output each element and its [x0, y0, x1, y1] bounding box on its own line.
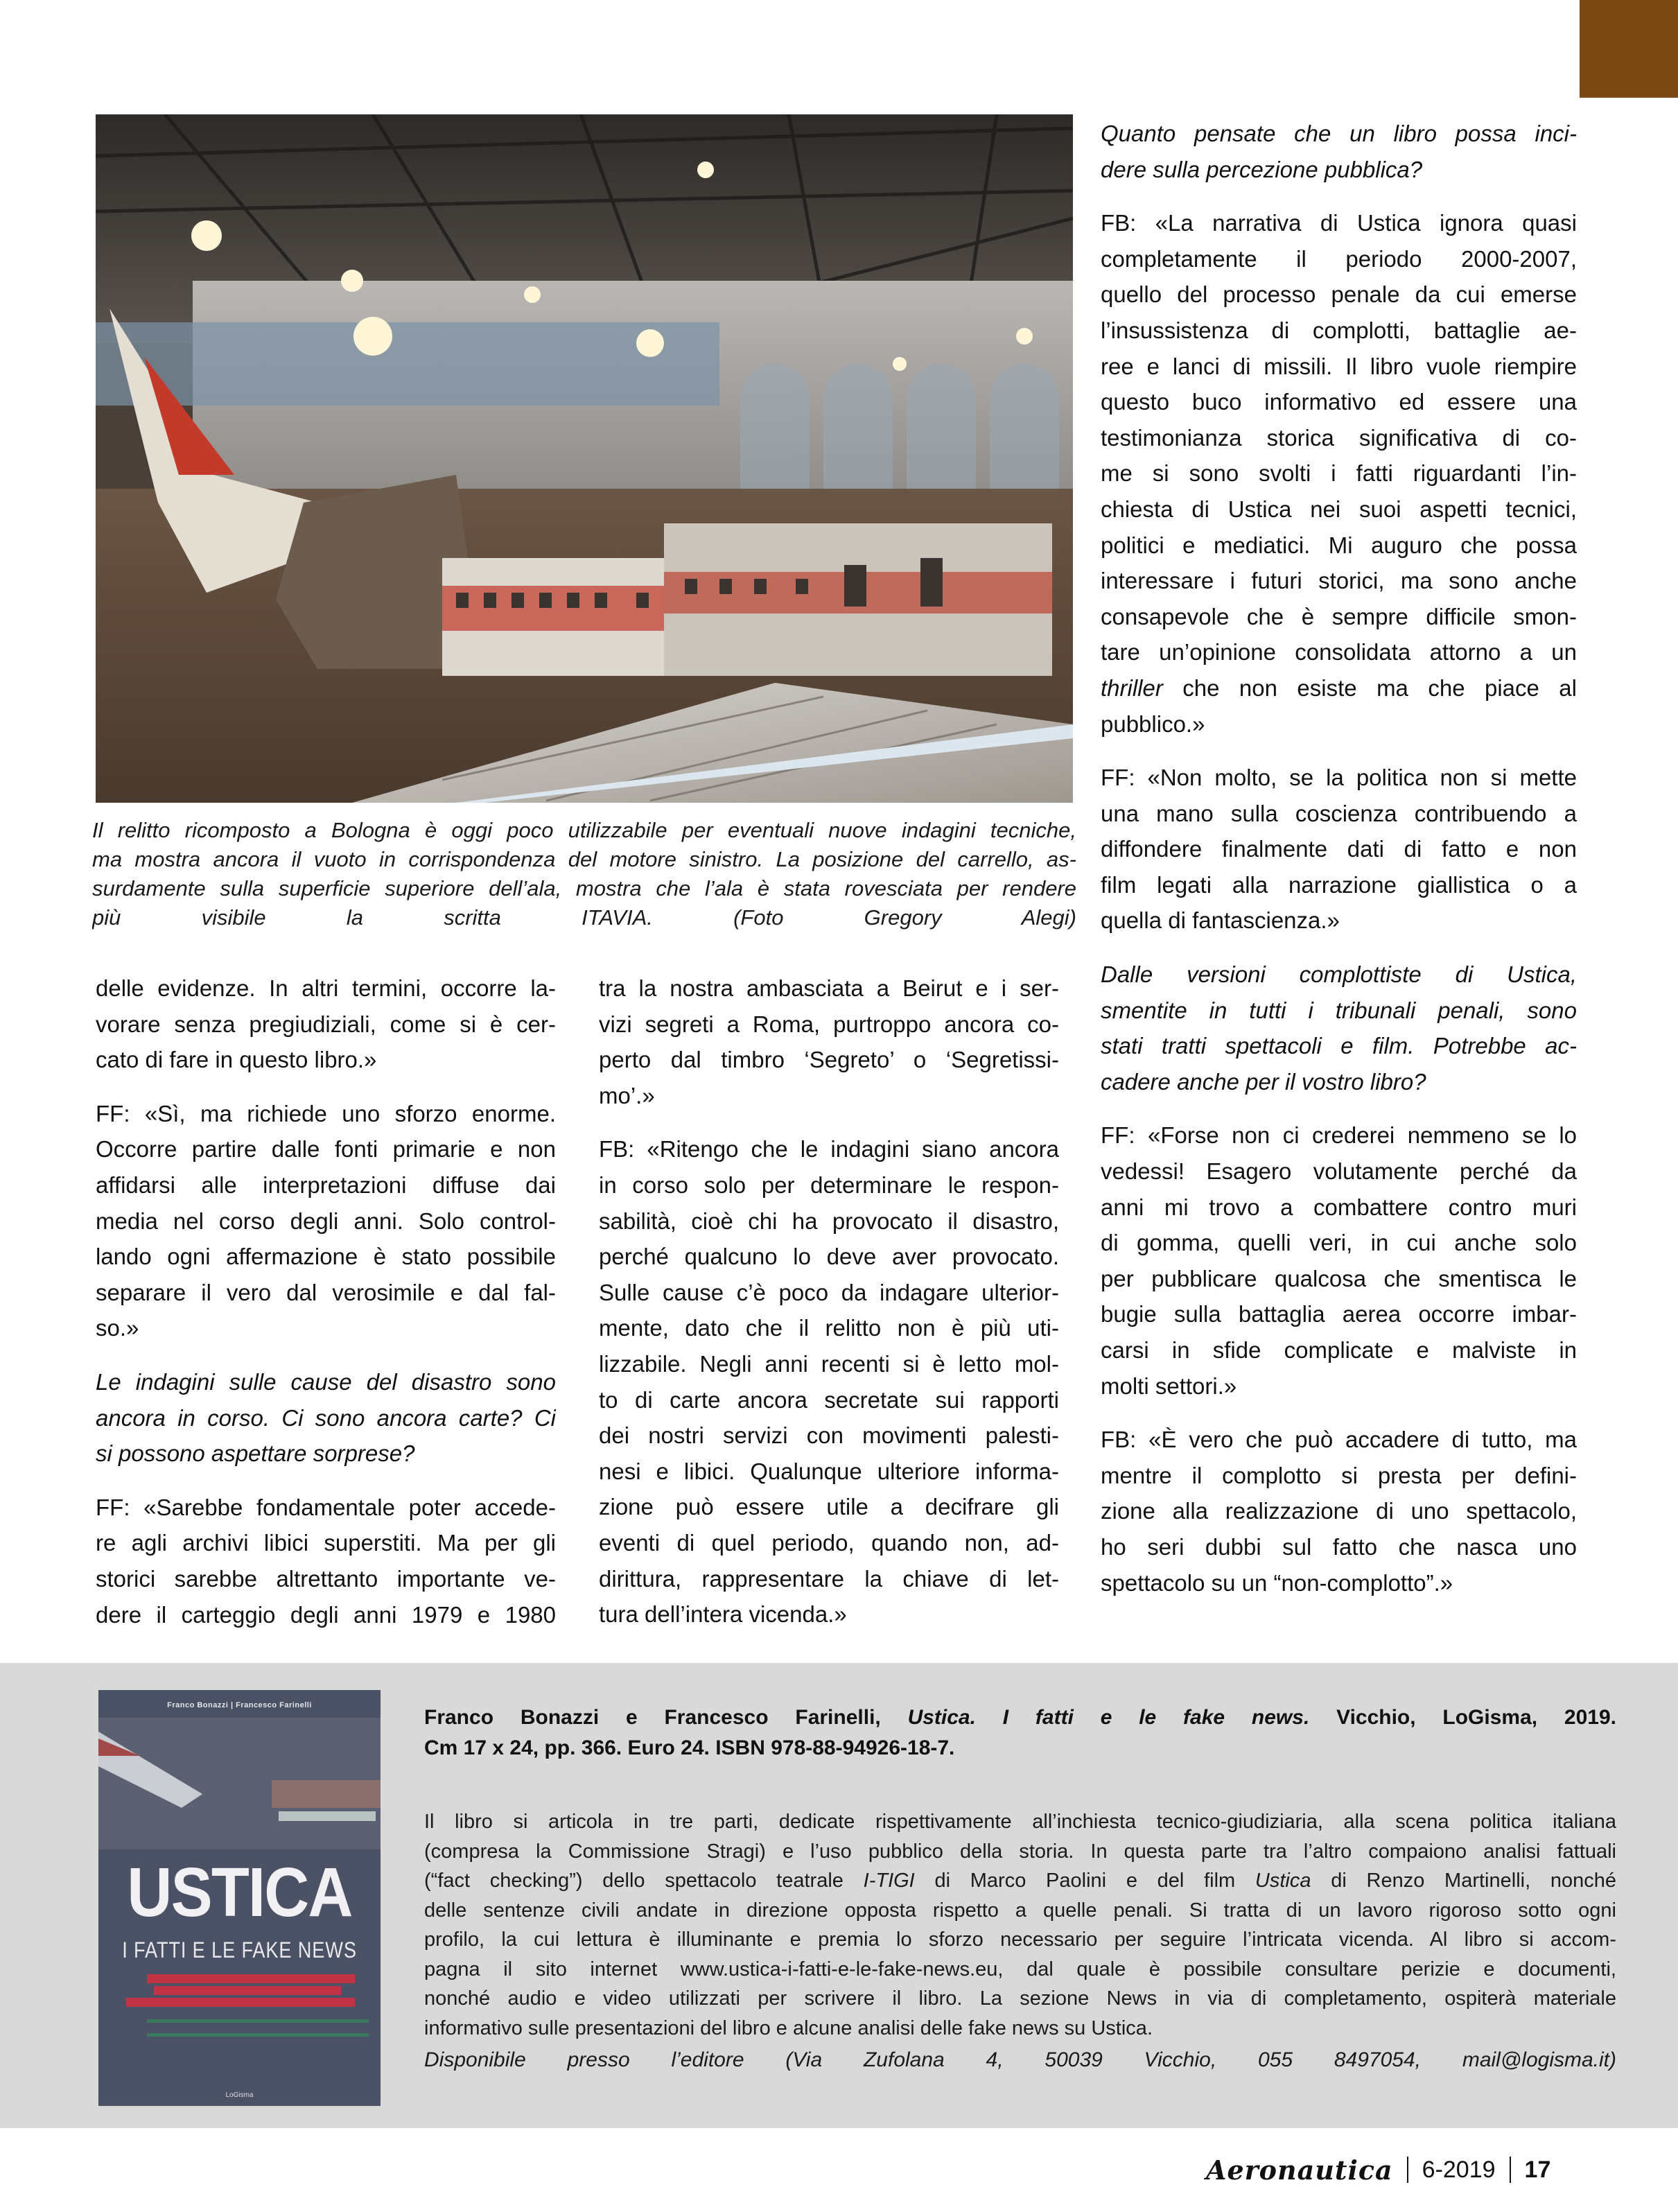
text-line: dei nostri servizi con movimenti palesti- — [599, 1422, 1059, 1449]
description-line — [424, 1896, 1616, 1926]
text-line: ancora in corso. Ci sono ancora carte? Ci — [96, 1404, 556, 1431]
text-line: media nel corso degli anni. Solo control- — [96, 1208, 556, 1234]
text-line: delle evidenze. In altri termini, occorre la- — [96, 975, 556, 1001]
text-line: politici e mediatici. Mi auguro che possa — [1101, 532, 1577, 558]
text-line: quella di fantascienza.» — [1101, 907, 1340, 934]
availability-note: Disponibile presso l’editore (Via Zufolana 4, 50039 Vicchio, 055 8497054, mail@logisma.it) — [424, 2048, 1616, 2071]
text-line: pubblico.» — [1101, 711, 1205, 737]
interview-answer — [96, 1096, 556, 1346]
caption-line: Il relitto ricomposto a Bologna è oggi poco utilizzabile per eventuali nuove indagini tecniche, — [92, 818, 1076, 842]
paragraph-gap — [96, 1472, 556, 1490]
description-text: di Renzo Martinelli, nonché — [1311, 1870, 1616, 1892]
text-line: molti settori.» — [1101, 1373, 1237, 1399]
text-line: carsi in sfide complicate e malviste in — [1101, 1337, 1577, 1363]
interview-answer — [96, 1490, 556, 1632]
text-line: lizzabile. Negli anni recenti si è letto mol- — [599, 1350, 1059, 1377]
text-line: FF: «Sarebbe fondamentale poter accede- — [96, 1494, 556, 1520]
text-line: bugie sulla battaglia aerea occorre imbar- — [1101, 1301, 1577, 1327]
cover-authors: Franco Bonazzi | Francesco Farinelli — [167, 1701, 312, 1709]
cover-subtitle: I FATTI E LE FAKE NEWS — [122, 1937, 357, 1962]
text-line: chiesta di Ustica nei suoi aspetti tecnici, — [1101, 496, 1577, 522]
text-line: l’insussistenza di complotti, battaglie ae- — [1101, 317, 1577, 343]
text-line: spettacolo su un “non-complotto”.» — [1101, 1569, 1453, 1596]
text-line: zione alla realizzazione di uno spettacolo, — [1101, 1498, 1577, 1524]
text-line: testimonianza storica significativa di co- — [1101, 424, 1577, 451]
text-line: perché qualcuno lo deve aver provocato. — [599, 1244, 1059, 1270]
text-line: interessare i futuri storici, ma sono anche — [1101, 568, 1577, 594]
paragraph-gap — [1101, 187, 1577, 205]
description-text: profilo, la cui lettura è illuminante e premia lo sforzo necessario per seguire l’intricata vicenda. Al libro si accom- — [424, 1928, 1616, 1951]
text-line: Quanto pensate che un libro possa inci- — [1101, 121, 1577, 146]
footer-divider — [1510, 2157, 1511, 2183]
paragraph-gap — [1101, 1099, 1577, 1117]
interview-answer — [96, 970, 556, 1078]
text-line: per pubblicare qualcosa che smentisca le — [1101, 1265, 1577, 1291]
cover-title: USTICA — [127, 1856, 352, 1928]
wreck-photo-illustration — [96, 114, 1073, 803]
interview-answer — [599, 1131, 1059, 1632]
text-line: thriller che non esiste ma che piace al — [1101, 674, 1577, 701]
text-line: ree e lanci di missili. Il libro vuole riempire — [1101, 353, 1577, 379]
interview-question — [1101, 957, 1577, 1099]
text-line: cadere anche per il vostro libro? — [1101, 1068, 1426, 1095]
bib-publisher: Vicchio, LoGisma, 2019. — [1309, 1706, 1616, 1729]
text-line: storici sarebbe altrettanto importante ve- — [96, 1565, 556, 1592]
text-line: tare un’opinione consolidata attorno a un — [1101, 639, 1577, 665]
text-line: mo’.» — [599, 1082, 655, 1108]
book-cover — [98, 1690, 381, 2106]
wreck-photo — [96, 114, 1073, 803]
text-line: tra la nostra ambasciata a Beirut e i ser- — [599, 975, 1059, 1001]
text-line: dere il carteggio degli anni 1979 e 1980 — [96, 1601, 556, 1628]
photo-caption — [92, 816, 1076, 932]
text-line: Occorre partire dalle fonti primarie e non — [96, 1136, 556, 1162]
caption-line: ma mostra ancora il vuoto in corrispondenza del motore sinistro. La posizione del carrello, as- — [92, 847, 1076, 871]
text-line: FF: «Sì, ma richiede uno sforzo enorme. — [96, 1100, 556, 1126]
text-line: quello del processo penale da cui emerse — [1101, 281, 1577, 308]
caption-line: surdamente sulla superficie superiore dell’ala, mostra che l’ala è stata rovesciata per rendere — [92, 876, 1076, 900]
page-footer — [1206, 2149, 1550, 2191]
interview-question — [1101, 116, 1577, 187]
book-info-box — [0, 1663, 1678, 2128]
text-line: nesi e libici. Qualunque ulteriore informa- — [599, 1458, 1059, 1484]
description-text: pagna il sito internet www.ustica-i-fatti-e-le-fake-news.eu, dal quale è possibile consultare perizie e documenti, — [424, 1958, 1616, 1980]
text-line: smentite in tutti i tribunali penali, sono — [1101, 997, 1577, 1023]
magazine-logo: Aeronautica — [1206, 2154, 1393, 2186]
description-line — [424, 1925, 1616, 1955]
text-line: me si sono svolti i fatti riguardanti l’in- — [1101, 460, 1577, 487]
text-column-3 — [1101, 116, 1577, 1601]
description-text: Il libro si articola in tre parti, dedicate rispettivamente all’inchiesta tecnico-giudiziaria, alla scena politica italiana — [424, 1811, 1616, 1833]
text-line: si possono aspettare sorprese? — [96, 1440, 415, 1467]
description-line — [424, 1984, 1616, 2014]
text-line: cato di fare in questo libro.» — [96, 1047, 377, 1073]
text-line: Sulle cause c’è poco da indagare ulterior- — [599, 1279, 1059, 1305]
paragraph-gap — [96, 1346, 556, 1364]
text-line: separare il vero dal verosimile e dal fal- — [96, 1279, 556, 1305]
text-line: vorare senza pregiudiziali, come si è cer- — [96, 1011, 556, 1037]
text-line: to di carte ancora secretate sui rapporti — [599, 1386, 1059, 1413]
text-line: eventi di quel periodo, quando non, ad- — [599, 1529, 1059, 1556]
description-title: Ustica — [1255, 1870, 1311, 1892]
text-line: film legati alla narrazione giallistica o a — [1101, 871, 1577, 898]
text-line: ho seri dubbi sul fatto che nasca uno — [1101, 1533, 1577, 1560]
text-line: FB: «È vero che può accadere di tutto, ma — [1101, 1427, 1577, 1453]
page-number: 17 — [1524, 2156, 1551, 2183]
text-line: mentre il complotto si presta per defini- — [1101, 1462, 1577, 1488]
text-line: questo buco informativo ed essere una — [1101, 389, 1577, 415]
text-line: stati tratti spettacoli e film. Potrebbe ac- — [1101, 1033, 1577, 1059]
text-line: anni mi trovo a combattere contro muri — [1101, 1194, 1577, 1220]
text-line: FB: «La narrativa di Ustica ignora quasi — [1101, 210, 1577, 236]
paragraph-gap — [96, 1078, 556, 1096]
text-line: re agli archivi libici superstiti. Ma per gli — [96, 1530, 556, 1556]
bibliography — [424, 1702, 1616, 1763]
interview-answer — [1101, 760, 1577, 939]
book-details — [424, 1663, 1616, 2128]
bibliography-line — [424, 1702, 1616, 1733]
footer-divider — [1407, 2157, 1408, 2183]
text-line: FB: «Ritengo che le indagini siano ancora — [599, 1136, 1059, 1162]
text-line: mente, dato che il relitto non è più uti- — [599, 1315, 1059, 1341]
caption-line: più visibile la scritta ITAVIA. (Foto Gregory Alegi) — [92, 905, 1076, 930]
description-text: delle sentenze civili andate in direzione opposta rispetto a quelle penali. Si tratta di un lavoro rigoroso sotto ogni — [424, 1899, 1616, 1922]
text-column-2 — [599, 970, 1059, 1632]
bib-details: Cm 17 x 24, pp. 366. Euro 24. ISBN 978-88-94926-18-7. — [424, 1736, 955, 1759]
interview-answer — [1101, 1117, 1577, 1404]
description-text: informativo sulle presentazioni del libro e alcune analisi delle fake news su Ustica. — [424, 2017, 1153, 2039]
text-line: una mano sulla coscienza contribuendo a — [1101, 800, 1577, 826]
text-line: dirittura, rappresentare la chiave di let- — [599, 1565, 1059, 1592]
interview-answer — [1101, 205, 1577, 742]
cover-publisher: LoGisma — [225, 2091, 254, 2099]
paragraph-gap — [1101, 742, 1577, 760]
description-line — [424, 1807, 1616, 1837]
text-line: in corso solo per determinare le respon- — [599, 1172, 1059, 1198]
text-line: Dalle versioni complottiste di Ustica, — [1101, 961, 1577, 988]
text-line: consapevole che è sempre difficile smon- — [1101, 603, 1577, 629]
bib-title: Ustica. I fatti e le fake news. — [907, 1706, 1310, 1729]
book-description — [424, 1807, 1616, 2043]
text-line: lando ogni affermazione è stato possibile — [96, 1244, 556, 1270]
italic-term: thriller — [1101, 674, 1163, 701]
description-title: I-TIGI — [863, 1870, 915, 1892]
text-line: completamente il periodo 2000-2007, — [1101, 245, 1577, 272]
text-line: dere sulla percezione pubblica? — [1101, 156, 1423, 182]
text-line: tura dell’intera vicenda.» — [599, 1601, 847, 1628]
description-text: (“fact checking”) dello spettacolo teatrale — [424, 1870, 864, 1892]
text-line: FF: «Forse non ci crederei nemmeno se lo — [1101, 1122, 1577, 1149]
text-line: diffondere finalmente dati di fatto e non — [1101, 836, 1577, 862]
paragraph-gap — [1101, 939, 1577, 957]
text-line: affidarsi alle interpretazioni diffuse dai — [96, 1172, 556, 1198]
interview-question — [96, 1364, 556, 1472]
text-line: Le indagini sulle cause del disastro sono — [96, 1368, 556, 1395]
text-line: FF: «Non molto, se la politica non si mette — [1101, 765, 1577, 791]
text-line: zione può essere utile a decifrare gli — [599, 1494, 1059, 1520]
description-line — [424, 1837, 1616, 1867]
text-line: so.» — [96, 1315, 139, 1341]
text-column-1 — [96, 970, 556, 1632]
text-line: perto dal timbro ‘Segreto’ o ‘Segretissi- — [599, 1047, 1059, 1073]
section-tab — [1580, 0, 1678, 98]
bib-authors: Franco Bonazzi e Francesco Farinelli, — [424, 1706, 908, 1729]
description-text: nonché audio e video utilizzati per scrivere il libro. La sezione News in via di completamento, ospiterà materiale — [424, 1987, 1616, 2010]
text-line: vizi segreti a Roma, purtroppo ancora co- — [599, 1011, 1059, 1037]
description-text: (compresa la Commissione Stragi) e l’uso pubblico della storia. In questa parte tra l’altro compaiono analisi fattuali — [424, 1840, 1616, 1863]
paragraph-gap — [599, 1113, 1059, 1131]
description-line — [424, 1955, 1616, 1985]
text-line: vedessi! Esagero volutamente perché da — [1101, 1158, 1577, 1185]
issue-number: 6-2019 — [1422, 2156, 1496, 2183]
description-text: di Marco Paolini e del film — [914, 1870, 1255, 1892]
interview-answer — [1101, 1422, 1577, 1601]
description-line — [424, 2014, 1616, 2044]
interview-answer — [599, 970, 1059, 1113]
paragraph-gap — [1101, 1404, 1577, 1422]
text-line: sabilità, cioè chi ha provocato il disastro, — [599, 1208, 1059, 1234]
text-line: di gomma, quelli veri, in cui anche solo — [1101, 1230, 1577, 1256]
description-line — [424, 1866, 1616, 1896]
